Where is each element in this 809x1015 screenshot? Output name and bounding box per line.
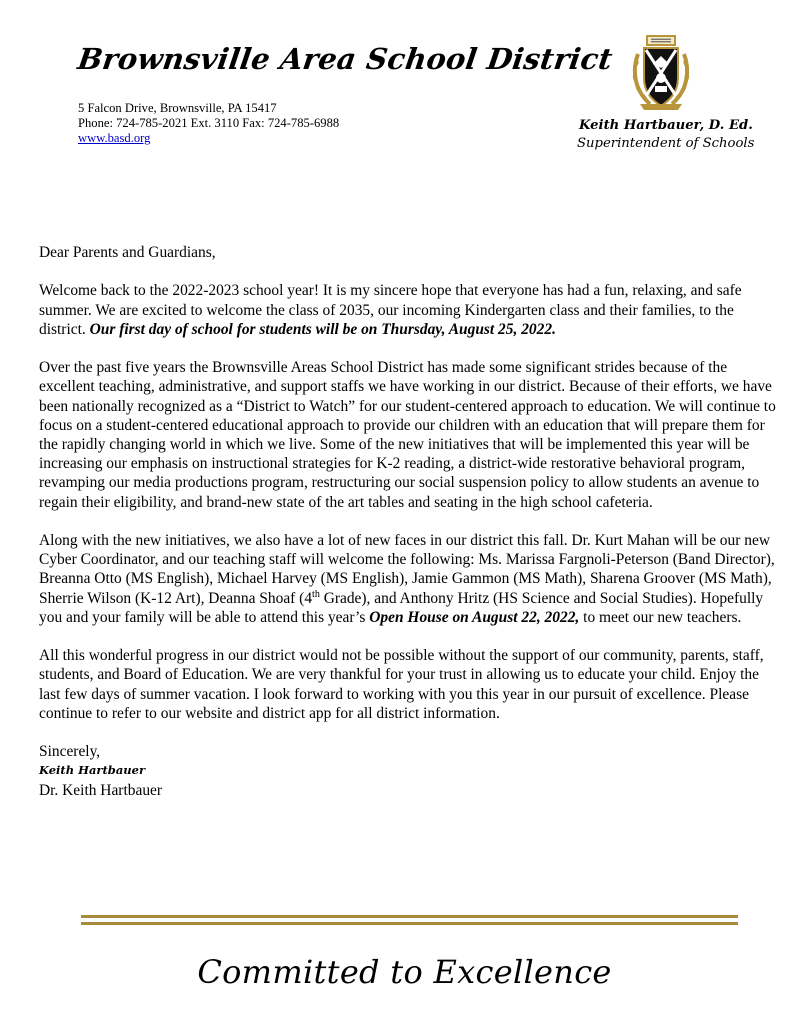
district-crest-logo [630,34,692,114]
paragraph-closing: All this wonderful progress in our district would not be possible without the support of our community, parents, staff, students, and Board of Education. We are very thankful for your trust in allowing us to educate your child. Enjoy the last few days of summer vacation. I look forward to working with you this year in our pursuit of excellence. Please continue to refer to our website and district app for all district information. [39,647,764,722]
phone-fax: Phone: 724-785-2021 Ext. 3110 Fax: 724-785-6988 [78,116,340,130]
district-title: Brownsville Area School District [75,42,615,76]
superintendent-block [577,117,777,153]
district-motto: Committed to Excellence [197,953,612,991]
signature: Keith Hartbauer [39,763,146,778]
open-house-notice: Open House on August 22, 2022, [369,608,580,626]
closing: Sincerely, [39,743,101,761]
paragraph-initiatives: Over the past five years the Brownsville Areas School District has made some significant strides because of the excellent teaching, administrative, and support staffs we have working in our district. Because of their efforts, we have been nationally recognized as a “District to Watch” for our student-centered approach to education. We will continue to focus on a student-centered educational approach to provide our children with an education that will prepare them for the rapidly changing world in which we live. Some of the new initiatives that will be implemented this year will be increasing our emphasis on instructional strategies for K-2 reading, a district-wide restorative behavioral program, revamping our media productions program, restructuring our social suspension policy to allow students an avenue to regain their eligibility, and brand-new state of the art tables and seating in the high school cafeteria. [39,359,776,511]
superintendent-title: Superintendent of Schools [577,136,755,151]
website-link[interactable]: www.basd.org [78,131,151,145]
letter-body [39,243,784,800]
footer-rule-bottom [81,922,738,925]
paragraph-welcome: Welcome back to the 2022-2023 school year! It is my sincere hope that everyone has had a fun, relaxing, and safe summer. We are excited to welcome the class of 2035, our incoming Kindergarten class and their families, to the district. Our first day of school for students will be on Thursday, August 25, 2022. [39,282,742,338]
address-block [78,101,339,146]
footer-rule-top [81,915,738,918]
street-address: 5 Falcon Drive, Brownsville, PA 15417 [78,101,277,115]
signer-name: Dr. Keith Hartbauer [39,781,163,799]
paragraph-new-staff: Along with the new initiatives, we also have a lot of new faces in our district this fall. Dr. Kurt Mahan will be our new Cyber Coordinator, and our teaching staff will welcome the following: Ms. Marissa Fargnoli-Peterson (Band Director), Breanna Otto (MS English), Michael Harvey (MS English), Jamie Gammon (MS Math), Sharena Groover (MS Math), Sherrie Wilson (K-12 Art), Deanna Shoaf (4th Grade), and Anthony Hritz (HS Science and Social Studies). Hopefully you and your family will be able to attend this year’s Open House on August 22, 2022, to meet our new teachers. [39,532,775,626]
superintendent-name: Keith Hartbauer, D. Ed. [579,118,753,133]
salutation: Dear Parents and Guardians, [39,244,216,261]
first-day-notice: Our first day of school for students will be on Thursday, August 25, 2022. [89,320,556,338]
